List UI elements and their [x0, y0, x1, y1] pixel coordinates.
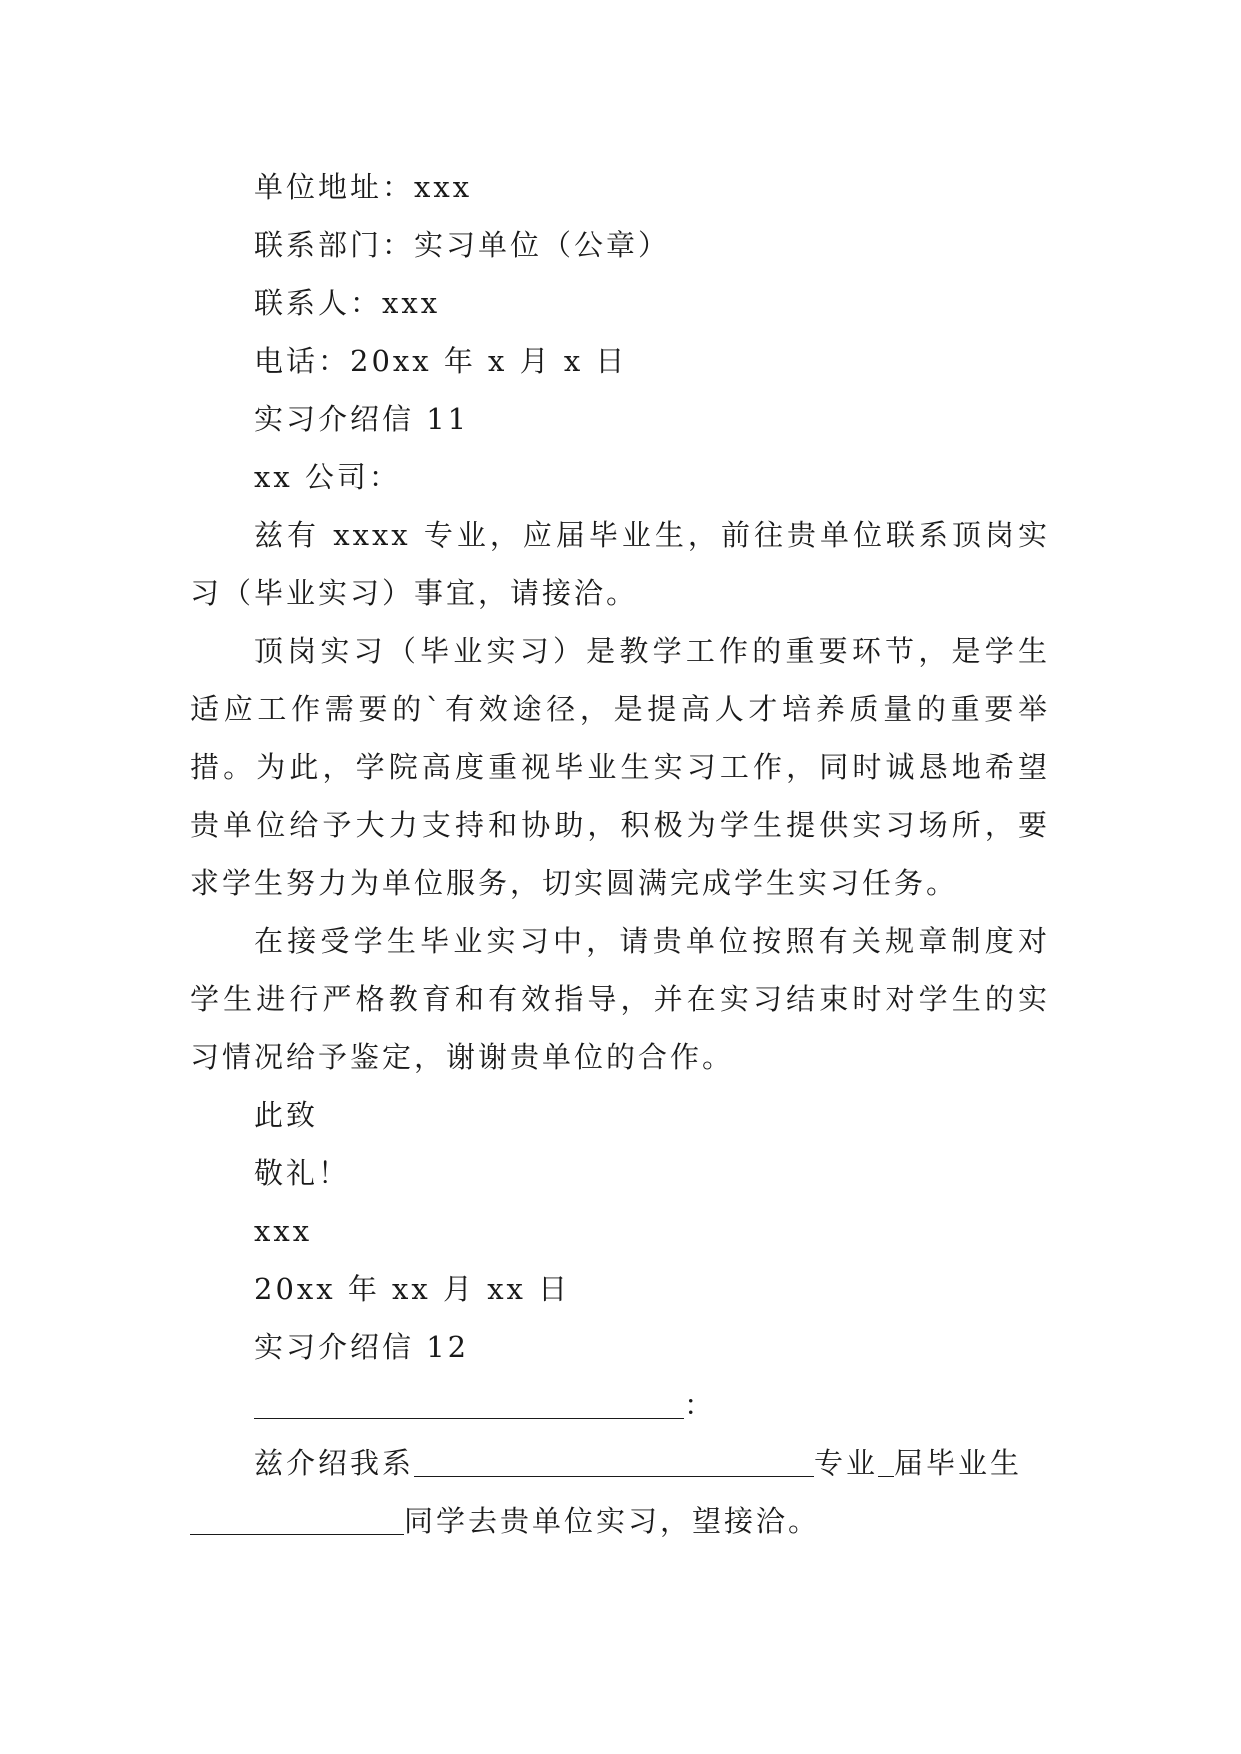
intro-text-a: 兹介绍我系 [254, 1446, 415, 1480]
intro-text-b: 专业 [814, 1446, 879, 1480]
intro-text-c: 届毕业生 [894, 1446, 1023, 1480]
letter-11-paragraph-2: 顶岗实习（毕业实习）是教学工作的重要环节，是学生适应工作需要的`有效途径，是提高人才培养质量的重要举措。为此，学院高度重视毕业生实习工作，同时诚恳地希望贵单位给予大力支持和协助，积极为学生提供实习场所，要求学生努力为单位服务，切实圆满完成学生实习任务。 [190, 634, 1050, 900]
recipient-colon: ： [684, 1388, 717, 1422]
student-name-blank [190, 1500, 404, 1535]
contact-department: 联系部门：实习单位（公章） [254, 228, 671, 262]
letter-11-paragraph-3: 在接受学生毕业实习中，请贵单位按照有关规章制度对学生进行严格教育和有效指导，并在实习结束时对学生的实习情况给予鉴定，谢谢贵单位的合作。 [190, 924, 1050, 1074]
recipient-blank [254, 1384, 684, 1419]
letter-11-paragraph-1: 兹有 xxxx 专业，应届毕业生，前往贵单位联系顶岗实习（毕业实习）事宜，请接洽。 [190, 518, 1050, 610]
letter-12-intro-line-2 [190, 1492, 1050, 1550]
contact-person: 联系人：xxx [254, 286, 441, 320]
document-body [190, 158, 1050, 1550]
letter-12-recipient [190, 1376, 1050, 1434]
year-blank [878, 1442, 894, 1477]
letter-11-recipient: xx 公司： [254, 460, 401, 494]
letter-11-heading: 实习介绍信 11 [254, 402, 470, 436]
phone-line: 电话：20xx 年 x 月 x 日 [254, 344, 628, 378]
intro-text-d: 同学去贵单位实习，望接洽。 [404, 1504, 821, 1538]
closing-salutation: 此致 [254, 1098, 319, 1132]
signature: xxx [254, 1214, 313, 1248]
letter-date: 20xx 年 xx 月 xx 日 [254, 1272, 571, 1306]
closing-regards: 敬礼！ [254, 1156, 351, 1190]
letter-12-intro-line-1 [190, 1434, 1050, 1492]
letter-12-heading: 实习介绍信 12 [254, 1330, 470, 1364]
unit-address: 单位地址：xxx [254, 170, 473, 204]
major-blank [414, 1442, 814, 1477]
